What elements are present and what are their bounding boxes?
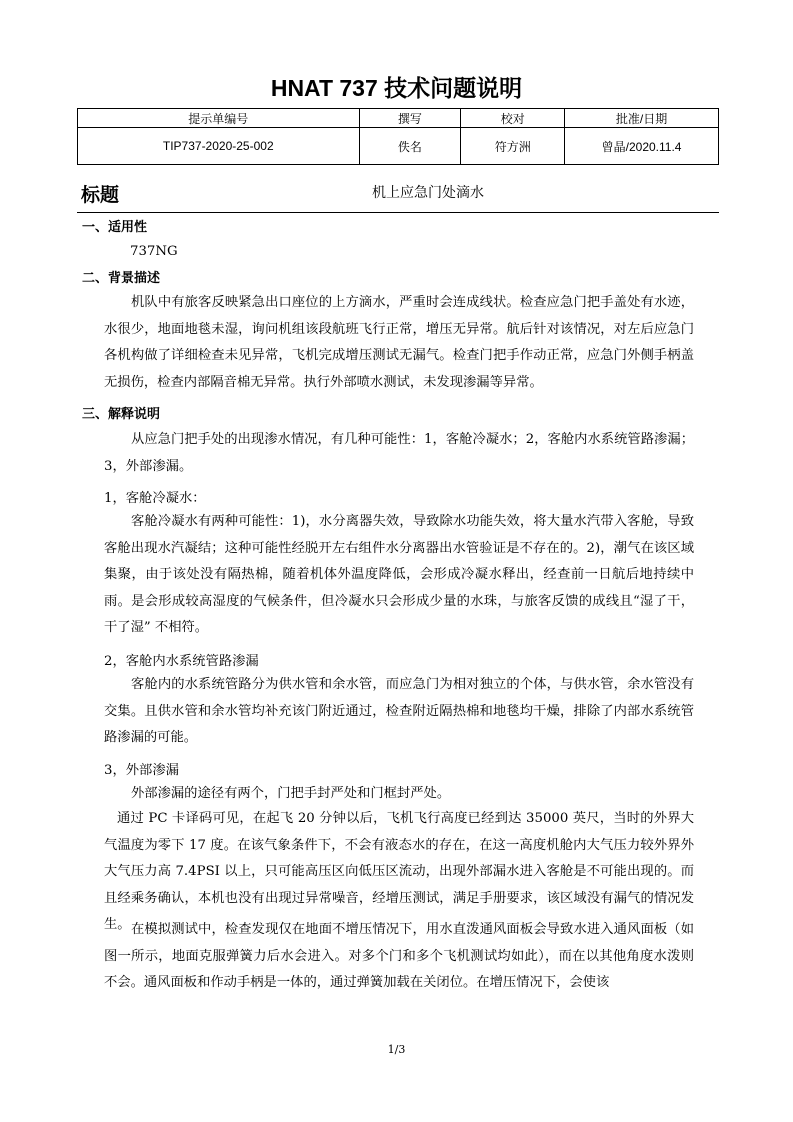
subsection-water-system-body: 客舱内的水系统管路分为供水管和余水管，而应急门为相对独立的个体，与供水管，余水管没有交集。且供水管和余水管均补充该门附近通过，检查附近隔热棉和地毯均干燥，排除了内部水系统管路渗漏的可能。	[104, 677, 694, 745]
info-table-value-row	[78, 128, 719, 165]
explanation-intro: 从应急门把手处的出现渗水情况，有几种可能性：1，客舱冷凝水；2，客舱内水系统管路渗漏；3，外部渗漏。	[104, 432, 694, 474]
value-approval-date: 曾晶/2020.11.4	[565, 128, 719, 165]
subsection-water-system-title: 2，客舱内水系统管路渗漏	[104, 654, 259, 669]
paragraph-pc-card-analysis: 通过 PC 卡译码可见，在起飞 20 分钟以后，飞机飞行高度已经到达 35000 英尺，当时的外界大气温度为零下 17 度。在该气象条件下，不会有液态水的存在，在这一高度机舱内大气压力较外界外大气压力高 7.4PSI 以上，只可能高压区向低压区流动，出现外部漏水进入客舱是不可能出现的。而且经乘务确认，本机也没有出现过异常噪音，经增压测试，满足手册要求，该区域没有漏气的情况发生。	[104, 811, 694, 932]
info-table	[77, 108, 719, 165]
section-applicability-body: 737NG	[130, 244, 178, 259]
header-reviewer: 校对	[461, 109, 565, 128]
section-explanation-heading: 三、解释说明	[82, 407, 161, 422]
value-reviewer: 符方洲	[461, 128, 565, 165]
header-approval-date: 批准/日期	[565, 109, 719, 128]
subsection-external-leak-body: 外部渗漏的途径有两个，门把手封严处和门框封严处。	[131, 786, 451, 801]
info-table-header-row	[78, 109, 719, 128]
subsection-condensation-body: 客舱冷凝水有两种可能性：1)，水分离器失效，导致除水功能失效，将大量水汽带入客舱，导致客舱出现水汽凝结；这种可能性经脱开左右组件水分离器出水管验证是不存在的。2)，潮气在该区域集聚，由于该处没有隔热棉，随着机体外温度降低，会形成冷凝水释出，经查前一日航后地持续中雨。是会形成较高湿度的气候条件，但冷凝水只会形成少量的水珠，与旅客反馈的成线且“湿了干，干了湿” 不相符。	[104, 514, 694, 635]
subject-label: 标题	[81, 184, 120, 206]
page-number: 1/3	[387, 1043, 406, 1056]
subject-text: 机上应急门处滴水	[372, 185, 484, 201]
header-tip-number: 提示单编号	[78, 109, 360, 128]
subsection-condensation-title: 1，客舱冷凝水：	[104, 491, 206, 506]
section-applicability-heading: 一、适用性	[82, 220, 148, 235]
value-tip-number: TIP737-2020-25-002	[78, 128, 360, 165]
paragraph-simulation-test: 在模拟测试中，检查发现仅在地面不增压情况下，用水直泼通风面板会导致水进入通风面板（如图一所示，地面克服弹簧力后水会进入。对多个门和多个飞机测试均如此），而在以其他角度水泼则不会。通风面板和作动手柄是一体的，通过弹簧加载在关闭位。在增压情况下，会使该	[104, 922, 694, 990]
value-author: 佚名	[359, 128, 461, 165]
section-background-body: 机队中有旅客反映紧急出口座位的上方滴水，严重时会连成线状。检查应急门把手盖处有水迹，水很少，地面地毯未湿，询问机组该段航班飞行正常，增压无异常。航后针对该情况，对左后应急门各机构做了详细检查未见异常，飞机完成增压测试无漏气。检查门把手作动正常，应急门外侧手柄盖无损伤，检查内部隔音棉无异常。执行外部喷水测试，未发现渗漏等异常。	[104, 295, 694, 390]
section-background-heading: 二、背景描述	[82, 271, 161, 286]
header-author: 撰写	[359, 109, 461, 128]
subsection-external-leak-title: 3，外部渗漏	[104, 763, 179, 778]
subject-row	[77, 176, 719, 213]
document-title: HNAT 737 技术问题说明	[270, 75, 523, 101]
